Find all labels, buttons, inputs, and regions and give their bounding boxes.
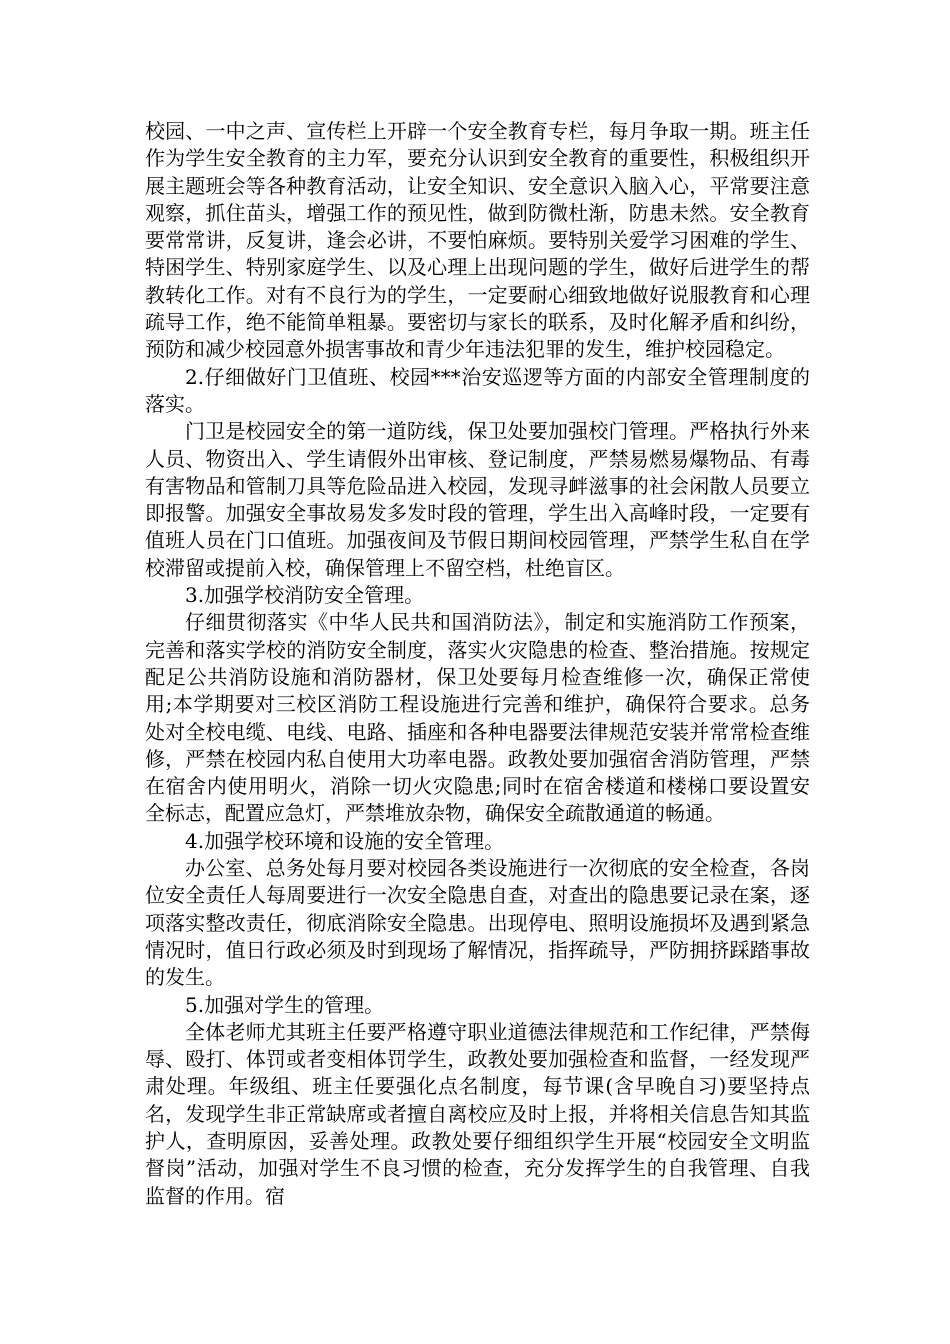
heading-gate-duty: 2.仔细做好门卫值班、校园***治安巡逻等方面的内部安全管理制度的落实。 [145, 364, 810, 416]
paragraph-student-management: 全体老师尤其班主任要严格遵守职业道德法律规范和工作纪律，严禁侮辱、殴打、体罚或者变相体罚学生，政教处要加强检查和监督，一经发现严肃处理。年级组、班主任要强化点名制度，每节课(含早晚自习)要坚持点名，发现学生非正常缺席或者擅自离校应及时上报，并将相关信息告知其监护人，查明原因，妥善处理。政教处要仔细组织学生开展“校园安全文明监督岗”活动，加强对学生不良习惯的检查，充分发挥学生的自我管理、自我监督的作用。宿 [145, 1019, 810, 1208]
paragraph-fire-safety: 仔细贯彻落实《中华人民共和国消防法》，制定和实施消防工作预案，完善和落实学校的消防安全制度，落实火灾隐患的检查、整治措施。按规定配足公共消防设施和消防器材，保卫处要每月检查维修一次，确保正常使用;本学期要对三校区消防工程设施进行完善和维护，确保符合要求。总务处对全校电缆、电线、电路、插座和各种电器要法律规范安装并常常检查维修，严禁在校园内私自使用大功率电器。政教处要加强宿舍消防管理，严禁在宿舍内使用明火，消除一切火灾隐患;同时在宿舍楼道和楼梯口要设置安全标志，配置应急灯，严禁堆放杂物，确保安全疏散通道的畅通。 [145, 610, 810, 826]
document-body [145, 118, 810, 1210]
paragraph-safety-education: 校园、一中之声、宣传栏上开辟一个安全教育专栏，每月争取一期。班主任作为学生安全教育的主力军，要充分认识到安全教育的重要性，积极组织开展主题班会等各种教育活动，让安全知识、安全意识入脑入心，平常要注意观察，抓住苗头，增强工作的预见性，做到防微杜渐，防患未然。安全教育要常常讲，反复讲，逢会必讲，不要怕麻烦。要特别关爱学习困难的学生、特困学生、特别家庭学生、以及心理上出现问题的学生，做好后进学生的帮教转化工作。对有不良行为的学生，一定要耐心细致地做好说服教育和心理疏导工作，绝不能简单粗暴。要密切与家长的联系，及时化解矛盾和纠纷，预防和减少校园意外损害事故和青少年违法犯罪的发生，维护校园稳定。 [145, 119, 810, 362]
paragraph-gate-duty: 门卫是校园安全的第一道防线，保卫处要加强校门管理。严格执行外来人员、物资出入、学生请假外出审核、登记制度，严禁易燃易爆物品、有毒有害物品和管制刀具等危险品进入校园，发现寻衅滋事的社会闲散人员要立即报警。加强安全事故易发多发时段的管理，学生出入高峰时段，一定要有值班人员在门口值班。加强夜间及节假日期间校园管理，严禁学生私自在学校滞留或提前入校，确保管理上不留空档，杜绝盲区。 [145, 419, 810, 580]
heading-student-management: 5.加强对学生的管理。 [185, 992, 385, 1017]
paragraph-facility-safety: 办公室、总务处每月要对校园各类设施进行一次彻底的安全检查，各岗位安全责任人每周要进行一次安全隐患自查，对查出的隐患要记录在案，逐项落实整改责任，彻底消除安全隐患。出现停电、照明设施损坏及遇到紧急情况时，值日行政必须及时到现场了解情况，指挥疏导，严防拥挤踩踏事故的发生。 [145, 856, 810, 990]
heading-fire-safety: 3.加强学校消防安全管理。 [185, 583, 425, 608]
heading-facility-safety: 4.加强学校环境和设施的安全管理。 [185, 828, 505, 853]
